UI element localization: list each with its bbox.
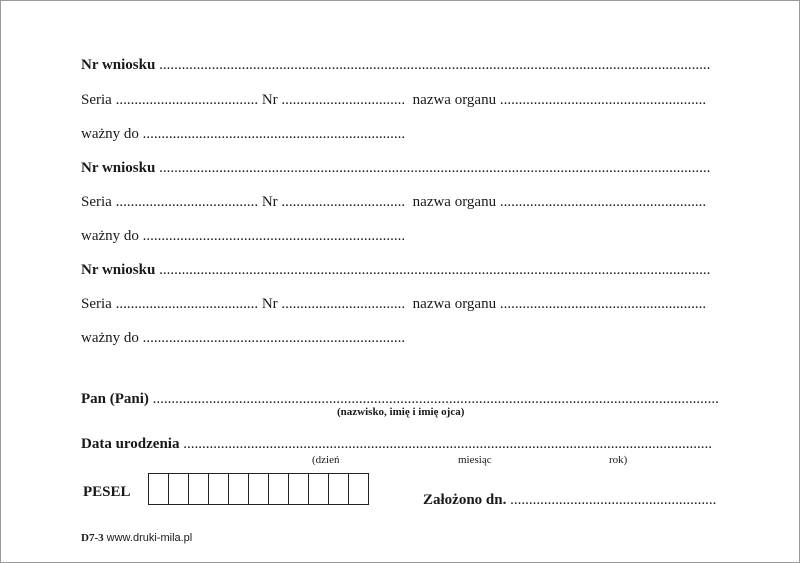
- pesel-digit-box[interactable]: [209, 474, 229, 504]
- wazny-do-label: ważny do: [81, 330, 139, 346]
- pesel-digit-box[interactable]: [349, 474, 368, 504]
- block3-seria-row: [81, 295, 706, 313]
- dob-day-note: (dzień: [312, 454, 340, 466]
- pesel-digit-box[interactable]: [229, 474, 249, 504]
- wazny-do-field[interactable]: ......................................................................: [142, 126, 406, 142]
- block3-nr-wniosku-row: [81, 261, 710, 279]
- nr-wniosku-field[interactable]: ...................................................................................................................................................: [159, 262, 711, 278]
- data-urodzenia-field[interactable]: .............................................................................................................................................: [183, 436, 712, 452]
- pesel-digit-box[interactable]: [189, 474, 209, 504]
- nr-label: Nr: [261, 92, 278, 108]
- pesel-digit-box[interactable]: [149, 474, 169, 504]
- block2-nr-wniosku-row: [81, 159, 710, 177]
- block1-nr-wniosku-row: [81, 56, 710, 74]
- dob-month-note: miesiąc: [458, 454, 492, 466]
- form-code: D7-3: [81, 532, 104, 544]
- nazwa-organu-field[interactable]: .......................................................: [499, 194, 707, 210]
- zalozono-row: [423, 491, 716, 509]
- block1-seria-row: [81, 91, 706, 109]
- nr-field[interactable]: .................................: [281, 92, 406, 108]
- nr-wniosku-label: Nr wniosku: [81, 262, 156, 278]
- nr-field[interactable]: .................................: [281, 296, 406, 312]
- footer: [81, 532, 192, 545]
- seria-label: Seria: [81, 296, 112, 312]
- nazwa-organu-label: nazwa organu: [412, 194, 497, 210]
- pan-pani-note: (nazwisko, imię i imię ojca): [337, 406, 465, 418]
- seria-label: Seria: [81, 92, 112, 108]
- dob-year-note: rok): [609, 454, 628, 466]
- zalozono-label: Założono dn.: [423, 492, 507, 508]
- nr-label: Nr: [261, 296, 278, 312]
- nazwa-organu-label: nazwa organu: [412, 92, 497, 108]
- data-urodzenia-label: Data urodzenia: [81, 436, 180, 452]
- block3-wazny-row: [81, 329, 405, 347]
- pan-pani-field[interactable]: .......................................................................................................................................................: [152, 391, 719, 407]
- nr-wniosku-field[interactable]: ...................................................................................................................................................: [159, 160, 711, 176]
- seria-field[interactable]: ......................................: [115, 194, 259, 210]
- nazwa-organu-label: nazwa organu: [412, 296, 497, 312]
- data-urodzenia-row: [81, 435, 712, 453]
- pesel-digit-box[interactable]: [249, 474, 269, 504]
- pesel-digit-box[interactable]: [289, 474, 309, 504]
- seria-label: Seria: [81, 194, 112, 210]
- block2-seria-row: [81, 193, 706, 211]
- wazny-do-field[interactable]: ......................................................................: [142, 228, 406, 244]
- nazwa-organu-field[interactable]: .......................................................: [499, 92, 707, 108]
- pesel-digit-box[interactable]: [329, 474, 349, 504]
- pan-pani-label: Pan (Pani): [81, 391, 149, 407]
- zalozono-field[interactable]: .......................................................: [510, 492, 717, 508]
- nr-label: Nr: [261, 194, 278, 210]
- block1-wazny-row: [81, 125, 405, 143]
- wazny-do-label: ważny do: [81, 126, 139, 142]
- website: www.druki-mila.pl: [106, 532, 193, 544]
- wazny-do-field[interactable]: ......................................................................: [142, 330, 406, 346]
- nr-wniosku-label: Nr wniosku: [81, 57, 156, 73]
- block2-wazny-row: [81, 227, 405, 245]
- seria-field[interactable]: ......................................: [115, 92, 259, 108]
- pesel-digit-box[interactable]: [169, 474, 189, 504]
- pesel-grid: [148, 473, 369, 505]
- pesel-digit-box[interactable]: [269, 474, 289, 504]
- nr-wniosku-field[interactable]: ...................................................................................................................................................: [159, 57, 711, 73]
- pesel-label: PESEL: [83, 484, 131, 500]
- seria-field[interactable]: ......................................: [115, 296, 259, 312]
- wazny-do-label: ważny do: [81, 228, 139, 244]
- nazwa-organu-field[interactable]: .......................................................: [499, 296, 707, 312]
- nr-wniosku-label: Nr wniosku: [81, 160, 156, 176]
- pesel-digit-box[interactable]: [309, 474, 329, 504]
- nr-field[interactable]: .................................: [281, 194, 406, 210]
